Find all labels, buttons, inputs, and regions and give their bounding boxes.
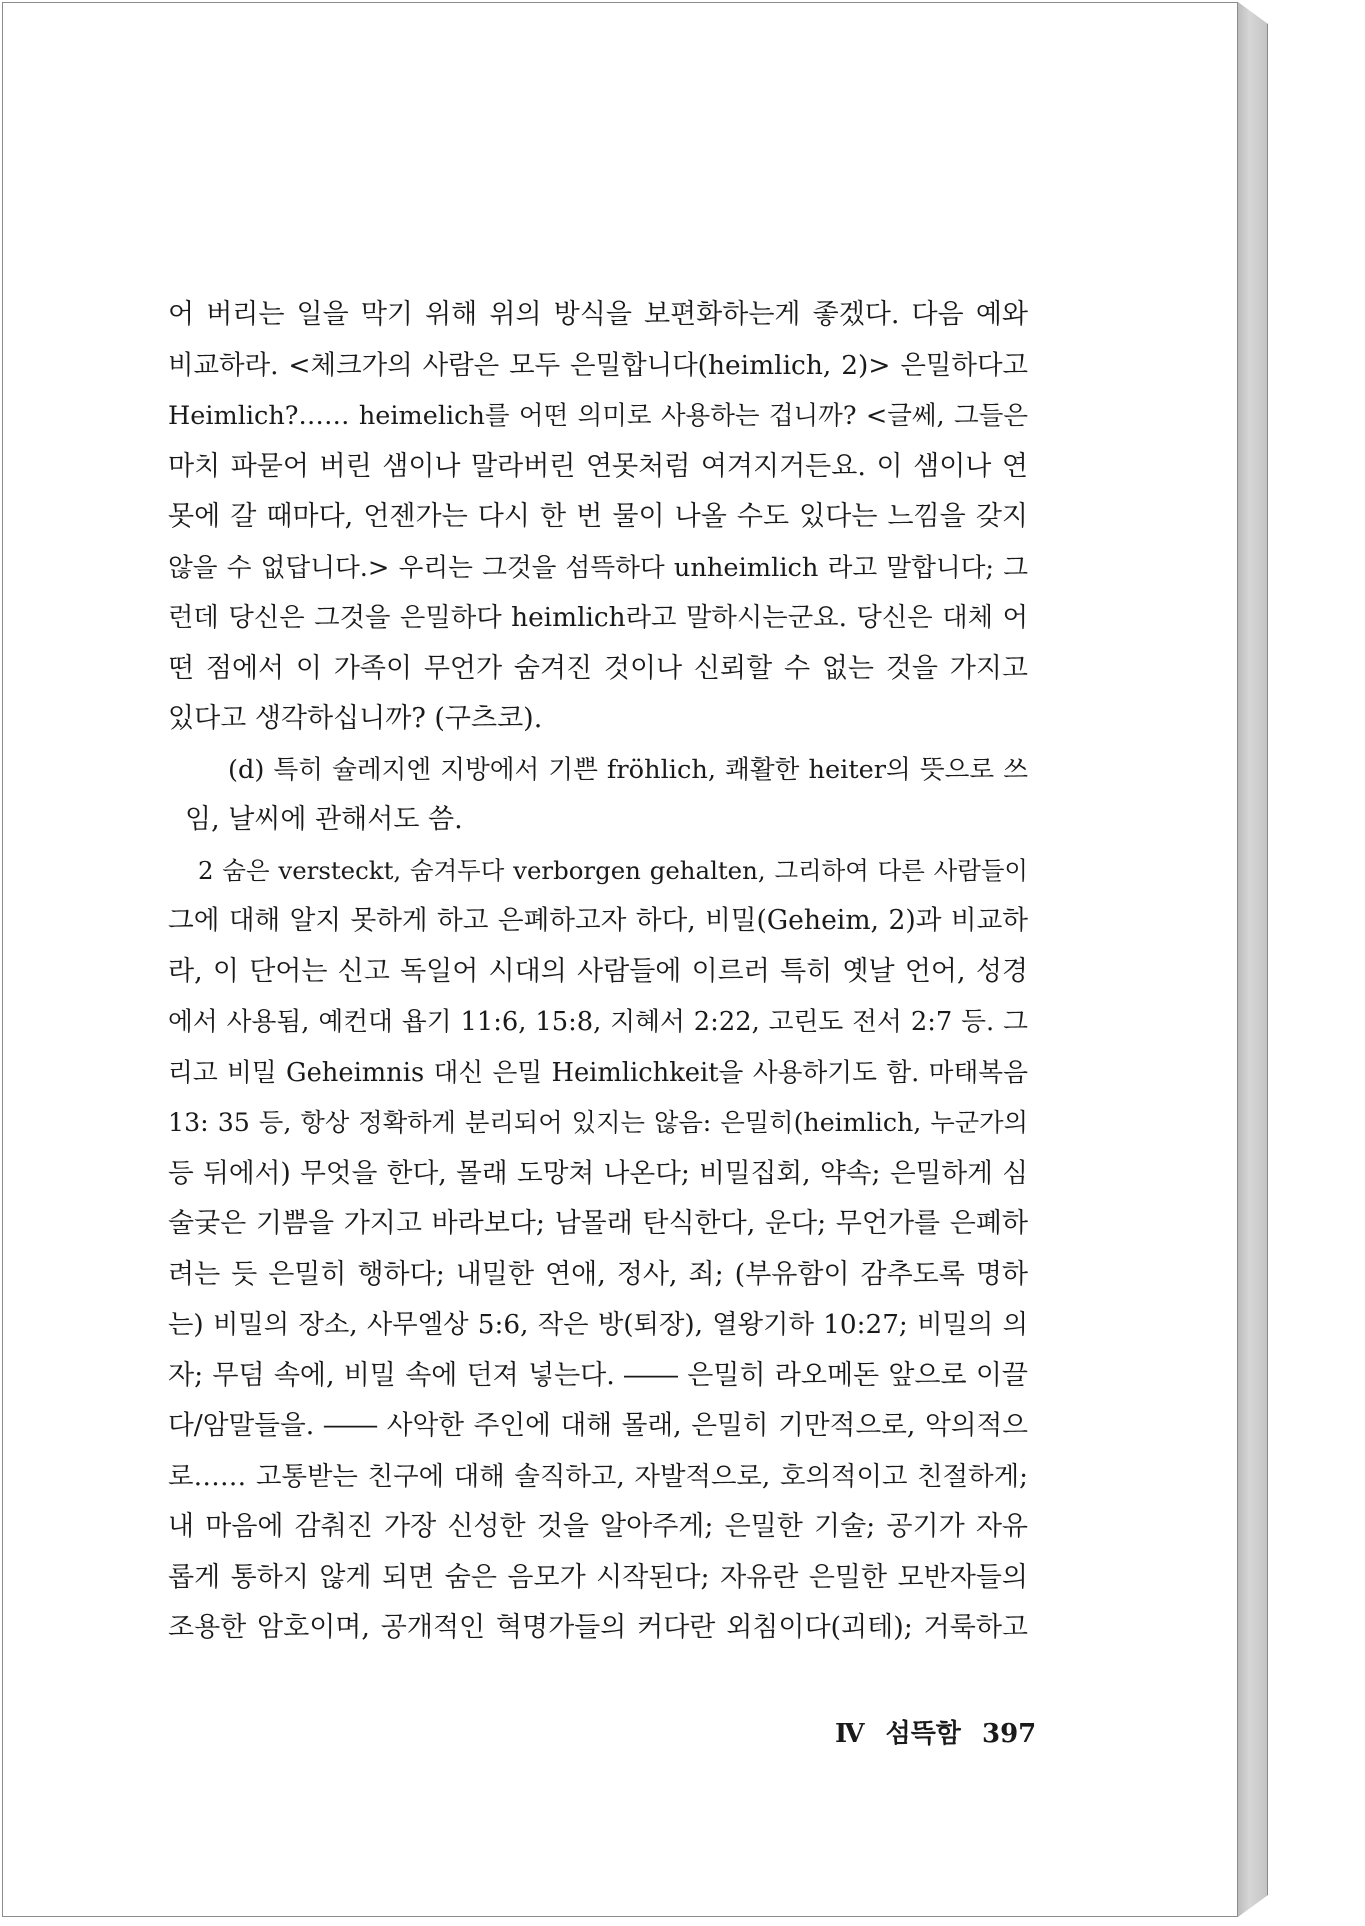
text-line: 못에 갈 때마다, 언젠가는 다시 한 번 물이 나올 수도 있다는 느낌을 갖지 [168,501,1028,532]
paragraph [168,846,1028,1654]
text-line: 라, 이 단어는 신고 독일어 시대의 사람들에 이르러 특히 옛날 언어, 성경 [168,955,1028,987]
text-line: 떤 점에서 이 가족이 무언가 숨겨진 것이나 신뢰할 수 없는 것을 가지고 [168,652,1028,684]
text-line: 자; 무덤 속에, 비밀 속에 던져 넣는다. ―― 은밀히 라오메돈 앞으로 이끌 [168,1359,1028,1391]
text-line: 등 뒤에서) 무엇을 한다, 몰래 도망쳐 나온다; 비밀집회, 약속; 은밀하게 심 [168,1157,1028,1189]
book-page [2,2,1238,1917]
text-line: 내 마음에 감춰진 가장 신성한 것을 알아주게; 은밀한 기술; 공기가 자유 [168,1511,1028,1542]
paragraph [168,745,1028,846]
text-line: 않을 수 없답니다.> 우리는 그것을 섬뜩하다 unheimlich 라고 말합니다; 그 [168,552,1028,583]
text-line: 로…… 고통받는 친구에 대해 솔직하고, 자발적으로, 호의적이고 친절하게; [168,1460,1028,1492]
text-line: 려는 듯 은밀히 행하다; 내밀한 연애, 정사, 죄; (부유함이 감추도록 명하 [168,1258,1028,1290]
text-line: 있다고 생각하십니까? (구츠코). [168,703,543,734]
page-edge [1238,2,1268,1917]
text-line: 에서 사용됨, 예컨대 욥기 11:6, 15:8, 지혜서 2:22, 고린도 전서 2:7 등. 그 [168,1007,1028,1037]
text-line: 런데 당신은 그것을 은밀하다 heimlich라고 말하시는군요. 당신은 대체 어 [168,603,1028,633]
text-line: 조용한 암호이며, 공개적인 혁명가들의 커다란 외침이다(괴테); 거룩하고 [168,1612,1028,1643]
text-line: 다/암말들을. ―― 사악한 주인에 대해 몰래, 은밀히 기만적으로, 악의적으 [168,1410,1028,1441]
text-line: 그에 대해 알지 못하게 하고 은폐하고자 하다, 비밀(Geheim, 2)과 비교하 [168,905,1028,936]
text-line: 비교하라. <체크가의 사람은 모두 은밀합니다(heimlich, 2)> 은밀하다고 [168,349,1028,381]
text-line: 는) 비밀의 장소, 사무엘상 5:6, 작은 방(퇴장), 열왕기하 10:27; 비밀의 의 [168,1310,1028,1340]
text-line: 마치 파묻어 버린 샘이나 말라버린 연못처럼 여겨지거든요. 이 샘이나 연 [168,450,1028,482]
text-line: 13: 35 등, 항상 정확하게 분리되어 있지는 않음: 은밀히(heimlich, 누군가의 [168,1108,1028,1137]
paragraph [168,290,1028,745]
page-number: 397 [982,1719,1037,1749]
text-line: 어 버리는 일을 막기 위해 위의 방식을 보편화하는게 좋겠다. 다음 예와 [168,299,1028,330]
page-footer [835,1713,1036,1750]
text-line: 임, 날씨에 관해서도 씀. [185,804,463,835]
text-line: 롭게 통하지 않게 되면 숨은 음모가 시작된다; 자유란 은밀한 모반자들의 [168,1561,1028,1593]
page-body [168,290,1028,1654]
chapter-number: Ⅳ [835,1719,865,1749]
text-line: 2 숨은 versteckt, 숨겨두다 verborgen gehalten, 그리하여 다른 사람들이 [198,855,1028,885]
text-line: Heimlich?…… heimelich를 어떤 의미로 사용하는 겁니까? <글쎄, 그들은 [168,401,1028,431]
text-line: 리고 비밀 Geheimnis 대신 은밀 Heimlichkeit을 사용하기도 함. 마태복음 [168,1057,1028,1088]
section-title: 섬뜩함 [885,1719,961,1749]
text-line: 술궂은 기쁨을 가지고 바라보다; 남몰래 탄식한다, 운다; 무언가를 은폐하 [168,1208,1028,1239]
text-line: (d) 특히 슐레지엔 지방에서 기쁜 fröhlich, 쾌활한 heiter의 뜻으로 쓰 [228,754,1028,785]
